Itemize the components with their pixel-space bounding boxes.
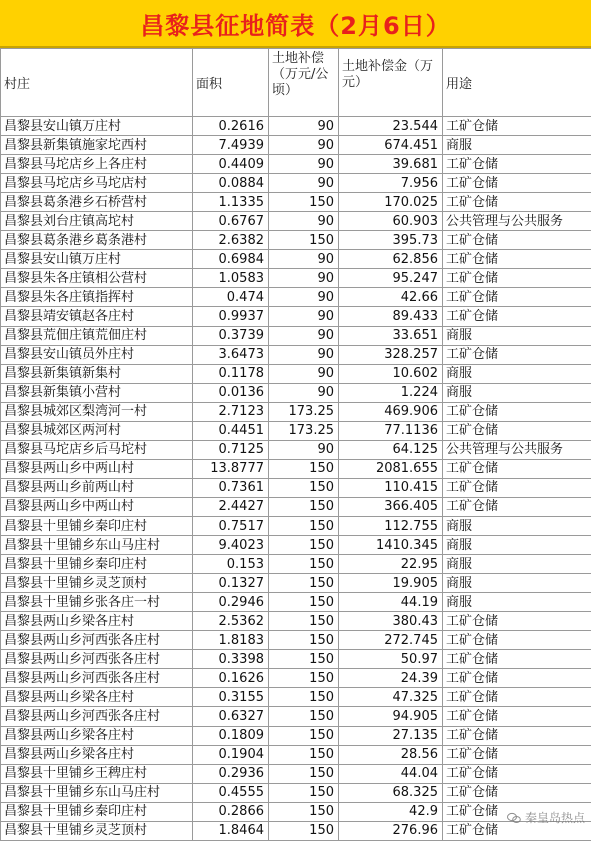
cell-compensation: 7.956: [339, 174, 443, 193]
table-row: [1, 459, 591, 478]
cell-village: 昌黎县马坨店乡上各庄村: [1, 155, 193, 174]
table-row: [1, 402, 591, 421]
table-row: [1, 288, 591, 307]
cell-rate: 150: [269, 516, 339, 535]
cell-village: 昌黎县两山乡河西张各庄村: [1, 631, 193, 650]
cell-village: 昌黎县安山镇万庄村: [1, 250, 193, 269]
cell-usage: 工矿仓储: [443, 745, 591, 764]
cell-compensation: 44.19: [339, 593, 443, 612]
cell-village: 昌黎县安山镇万庄村: [1, 117, 193, 136]
cell-usage: 工矿仓储: [443, 288, 591, 307]
cell-village: 昌黎县朱各庄镇相公营村: [1, 269, 193, 288]
cell-area: 0.2936: [193, 764, 269, 783]
table-row: [1, 307, 591, 326]
cell-usage: 商服: [443, 536, 591, 555]
cell-village: 昌黎县十里铺乡王稗庄村: [1, 764, 193, 783]
cell-compensation: 395.73: [339, 231, 443, 250]
cell-compensation: 42.9: [339, 802, 443, 821]
cell-village: 昌黎县十里铺乡秦印庄村: [1, 516, 193, 535]
cell-compensation: 170.025: [339, 193, 443, 212]
cell-rate: 150: [269, 650, 339, 669]
cell-usage: 工矿仓储: [443, 478, 591, 497]
cell-usage: 工矿仓储: [443, 231, 591, 250]
cell-compensation: 94.905: [339, 707, 443, 726]
cell-area: 0.0136: [193, 383, 269, 402]
cell-usage: 工矿仓储: [443, 155, 591, 174]
table-row: [1, 383, 591, 402]
cell-compensation: 328.257: [339, 345, 443, 364]
cell-rate: 90: [269, 288, 339, 307]
cell-village: 昌黎县马坨店乡后马坨村: [1, 440, 193, 459]
cell-compensation: 1.224: [339, 383, 443, 402]
cell-area: 0.1809: [193, 726, 269, 745]
cell-rate: 173.25: [269, 421, 339, 440]
cell-village: 昌黎县两山乡中两山村: [1, 497, 193, 516]
table-row: [1, 650, 591, 669]
cell-usage: 工矿仓储: [443, 269, 591, 288]
table-row: [1, 707, 591, 726]
cell-area: 0.1327: [193, 574, 269, 593]
cell-usage: 商服: [443, 574, 591, 593]
cell-rate: 150: [269, 478, 339, 497]
cell-compensation: 33.651: [339, 326, 443, 345]
page-title: 昌黎县征地简表（2月6日）: [140, 6, 450, 41]
cell-area: 0.153: [193, 555, 269, 574]
cell-rate: 150: [269, 745, 339, 764]
cell-compensation: 24.39: [339, 669, 443, 688]
header-area: 面积: [193, 49, 269, 117]
cell-rate: 150: [269, 707, 339, 726]
cell-area: 0.6767: [193, 212, 269, 231]
header-usage: 用途: [443, 49, 591, 117]
cell-rate: 150: [269, 726, 339, 745]
cell-area: 9.4023: [193, 536, 269, 555]
cell-rate: 90: [269, 307, 339, 326]
table-row: [1, 326, 591, 345]
cell-compensation: 39.681: [339, 155, 443, 174]
cell-compensation: 89.433: [339, 307, 443, 326]
cell-area: 0.1626: [193, 669, 269, 688]
cell-compensation: 380.43: [339, 612, 443, 631]
cell-rate: 150: [269, 193, 339, 212]
cell-area: 0.3155: [193, 688, 269, 707]
cell-area: 0.7517: [193, 516, 269, 535]
cell-village: 昌黎县朱各庄镇指挥村: [1, 288, 193, 307]
table-row: [1, 269, 591, 288]
cell-rate: 150: [269, 802, 339, 821]
cell-area: 7.4939: [193, 136, 269, 155]
cell-area: 0.1904: [193, 745, 269, 764]
cell-rate: 90: [269, 345, 339, 364]
cell-compensation: 674.451: [339, 136, 443, 155]
cell-compensation: 60.903: [339, 212, 443, 231]
cell-usage: 工矿仓储: [443, 707, 591, 726]
cell-compensation: 19.905: [339, 574, 443, 593]
cell-usage: 公共管理与公共服务: [443, 212, 591, 231]
cell-rate: 150: [269, 593, 339, 612]
table-body: [1, 117, 591, 841]
table-row: [1, 440, 591, 459]
cell-rate: 90: [269, 326, 339, 345]
cell-village: 昌黎县葛条港乡葛条港村: [1, 231, 193, 250]
table-row: [1, 802, 591, 821]
cell-rate: 90: [269, 155, 339, 174]
cell-usage: 工矿仓储: [443, 821, 591, 840]
header-compensation: 土地补偿金（万元）: [339, 49, 443, 117]
cell-usage: 商服: [443, 364, 591, 383]
cell-usage: 工矿仓储: [443, 783, 591, 802]
cell-area: 0.6984: [193, 250, 269, 269]
cell-village: 昌黎县靖安镇赵各庄村: [1, 307, 193, 326]
cell-village: 昌黎县两山乡河西张各庄村: [1, 707, 193, 726]
cell-usage: 工矿仓储: [443, 688, 591, 707]
cell-village: 昌黎县两山乡梁各庄村: [1, 612, 193, 631]
cell-area: 0.474: [193, 288, 269, 307]
cell-rate: 150: [269, 497, 339, 516]
cell-compensation: 276.96: [339, 821, 443, 840]
cell-area: 2.4427: [193, 497, 269, 516]
cell-village: 昌黎县十里铺乡张各庄一村: [1, 593, 193, 612]
cell-area: 2.6382: [193, 231, 269, 250]
cell-village: 昌黎县两山乡中两山村: [1, 459, 193, 478]
cell-village: 昌黎县十里铺乡秦印庄村: [1, 555, 193, 574]
table-row: [1, 250, 591, 269]
cell-village: 昌黎县十里铺乡秦印庄村: [1, 802, 193, 821]
watermark: [507, 809, 585, 826]
cell-area: 0.9937: [193, 307, 269, 326]
table-row: [1, 497, 591, 516]
table-row: [1, 193, 591, 212]
cell-village: 昌黎县新集镇小营村: [1, 383, 193, 402]
cell-area: 0.1178: [193, 364, 269, 383]
cell-area: 0.0884: [193, 174, 269, 193]
cell-area: 0.7125: [193, 440, 269, 459]
cell-village: 昌黎县新集镇新集村: [1, 364, 193, 383]
cell-village: 昌黎县两山乡前两山村: [1, 478, 193, 497]
table-row: [1, 212, 591, 231]
table-row: [1, 631, 591, 650]
cell-compensation: 95.247: [339, 269, 443, 288]
cell-rate: 90: [269, 117, 339, 136]
cell-usage: 工矿仓储: [443, 421, 591, 440]
table-row: [1, 688, 591, 707]
cell-area: 0.7361: [193, 478, 269, 497]
cell-village: 昌黎县两山乡梁各庄村: [1, 688, 193, 707]
cell-village: 昌黎县十里铺乡灵芝顶村: [1, 574, 193, 593]
cell-usage: 商服: [443, 516, 591, 535]
cell-usage: 工矿仓储: [443, 726, 591, 745]
cell-compensation: 1410.345: [339, 536, 443, 555]
title-banner: [0, 0, 591, 48]
cell-compensation: 50.97: [339, 650, 443, 669]
cell-area: 0.4409: [193, 155, 269, 174]
cell-rate: 150: [269, 821, 339, 840]
table-row: [1, 364, 591, 383]
cell-village: 昌黎县两山乡梁各庄村: [1, 726, 193, 745]
cell-rate: 90: [269, 269, 339, 288]
table-row: [1, 421, 591, 440]
cell-rate: 150: [269, 536, 339, 555]
table-row: [1, 174, 591, 193]
cell-area: 0.2946: [193, 593, 269, 612]
cell-usage: 工矿仓储: [443, 669, 591, 688]
table-row: [1, 516, 591, 535]
cell-rate: 173.25: [269, 402, 339, 421]
cell-compensation: 64.125: [339, 440, 443, 459]
header-village: 村庄: [1, 49, 193, 117]
table-row: [1, 669, 591, 688]
cell-village: 昌黎县两山乡河西张各庄村: [1, 669, 193, 688]
cell-usage: 工矿仓储: [443, 497, 591, 516]
header-rate: 土地补偿（万元/公顷）: [269, 49, 339, 117]
table-row: [1, 117, 591, 136]
cell-village: 昌黎县两山乡梁各庄村: [1, 745, 193, 764]
cell-usage: 工矿仓储: [443, 459, 591, 478]
table-row: [1, 783, 591, 802]
cell-rate: 150: [269, 231, 339, 250]
table-row: [1, 764, 591, 783]
cell-compensation: 68.325: [339, 783, 443, 802]
cell-village: 昌黎县葛条港乡石桥营村: [1, 193, 193, 212]
cell-area: 0.3398: [193, 650, 269, 669]
cell-usage: 工矿仓储: [443, 117, 591, 136]
cell-village: 昌黎县安山镇员外庄村: [1, 345, 193, 364]
table-row: [1, 555, 591, 574]
cell-usage: 工矿仓储: [443, 612, 591, 631]
cell-area: 1.8464: [193, 821, 269, 840]
cell-village: 昌黎县城郊区两河村: [1, 421, 193, 440]
cell-compensation: 2081.655: [339, 459, 443, 478]
cell-usage: 工矿仓储: [443, 250, 591, 269]
cell-area: 2.5362: [193, 612, 269, 631]
cell-compensation: 77.1136: [339, 421, 443, 440]
cell-village: 昌黎县刘台庄镇高坨村: [1, 212, 193, 231]
table-row: [1, 478, 591, 497]
cell-rate: 90: [269, 250, 339, 269]
cell-compensation: 42.66: [339, 288, 443, 307]
watermark-text: 秦皇岛热点: [525, 809, 585, 826]
table-row: [1, 536, 591, 555]
table-header-row: [1, 49, 591, 117]
cell-compensation: 47.325: [339, 688, 443, 707]
cell-area: 2.7123: [193, 402, 269, 421]
cell-rate: 90: [269, 383, 339, 402]
cell-area: 0.2616: [193, 117, 269, 136]
cell-rate: 150: [269, 459, 339, 478]
cell-rate: 90: [269, 136, 339, 155]
table-row: [1, 726, 591, 745]
cell-usage: 工矿仓储: [443, 345, 591, 364]
cell-usage: 工矿仓储: [443, 193, 591, 212]
cell-usage: 商服: [443, 593, 591, 612]
cell-usage: 工矿仓储: [443, 402, 591, 421]
cell-usage: 工矿仓储: [443, 650, 591, 669]
cell-usage: 公共管理与公共服务: [443, 440, 591, 459]
cell-compensation: 28.56: [339, 745, 443, 764]
cell-area: 0.3739: [193, 326, 269, 345]
cell-area: 13.8777: [193, 459, 269, 478]
cell-rate: 150: [269, 783, 339, 802]
cell-rate: 150: [269, 574, 339, 593]
cell-area: 0.4451: [193, 421, 269, 440]
cell-area: 3.6473: [193, 345, 269, 364]
land-acquisition-table: [0, 48, 591, 841]
cell-usage: 商服: [443, 136, 591, 155]
cell-usage: 工矿仓储: [443, 307, 591, 326]
wechat-icon: [507, 812, 521, 824]
cell-rate: 90: [269, 174, 339, 193]
table-row: [1, 745, 591, 764]
cell-compensation: 272.745: [339, 631, 443, 650]
cell-area: 0.6327: [193, 707, 269, 726]
cell-area: 1.8183: [193, 631, 269, 650]
cell-village: 昌黎县城郊区梨湾河一村: [1, 402, 193, 421]
cell-usage: 商服: [443, 555, 591, 574]
cell-area: 1.0583: [193, 269, 269, 288]
cell-rate: 90: [269, 212, 339, 231]
cell-compensation: 469.906: [339, 402, 443, 421]
cell-rate: 150: [269, 631, 339, 650]
cell-compensation: 366.405: [339, 497, 443, 516]
table-row: [1, 593, 591, 612]
table-row: [1, 231, 591, 250]
cell-village: 昌黎县马坨店乡马坨店村: [1, 174, 193, 193]
cell-area: 0.2866: [193, 802, 269, 821]
cell-village: 昌黎县十里铺乡灵芝顶村: [1, 821, 193, 840]
cell-usage: 商服: [443, 326, 591, 345]
cell-area: 1.1335: [193, 193, 269, 212]
cell-area: 0.4555: [193, 783, 269, 802]
table-row: [1, 155, 591, 174]
cell-village: 昌黎县十里铺乡东山马庄村: [1, 783, 193, 802]
table-row: [1, 136, 591, 155]
cell-usage: 工矿仓储: [443, 764, 591, 783]
cell-compensation: 62.856: [339, 250, 443, 269]
cell-compensation: 44.04: [339, 764, 443, 783]
cell-rate: 90: [269, 364, 339, 383]
table-row: [1, 612, 591, 631]
cell-rate: 150: [269, 669, 339, 688]
table-row: [1, 821, 591, 840]
cell-usage: 工矿仓储: [443, 174, 591, 193]
cell-usage: 工矿仓储: [443, 631, 591, 650]
cell-village: 昌黎县新集镇施家坨西村: [1, 136, 193, 155]
table-row: [1, 345, 591, 364]
cell-compensation: 23.544: [339, 117, 443, 136]
cell-rate: 150: [269, 688, 339, 707]
cell-compensation: 27.135: [339, 726, 443, 745]
cell-village: 昌黎县十里铺乡东山马庄村: [1, 536, 193, 555]
cell-usage: 工矿仓储: [443, 802, 591, 821]
cell-rate: 150: [269, 764, 339, 783]
cell-rate: 150: [269, 612, 339, 631]
table-row: [1, 574, 591, 593]
cell-village: 昌黎县荒佃庄镇荒佃庄村: [1, 326, 193, 345]
cell-village: 昌黎县两山乡河西张各庄村: [1, 650, 193, 669]
cell-compensation: 10.602: [339, 364, 443, 383]
cell-compensation: 22.95: [339, 555, 443, 574]
cell-usage: 商服: [443, 383, 591, 402]
cell-rate: 90: [269, 440, 339, 459]
cell-compensation: 112.755: [339, 516, 443, 535]
cell-rate: 150: [269, 555, 339, 574]
cell-compensation: 110.415: [339, 478, 443, 497]
